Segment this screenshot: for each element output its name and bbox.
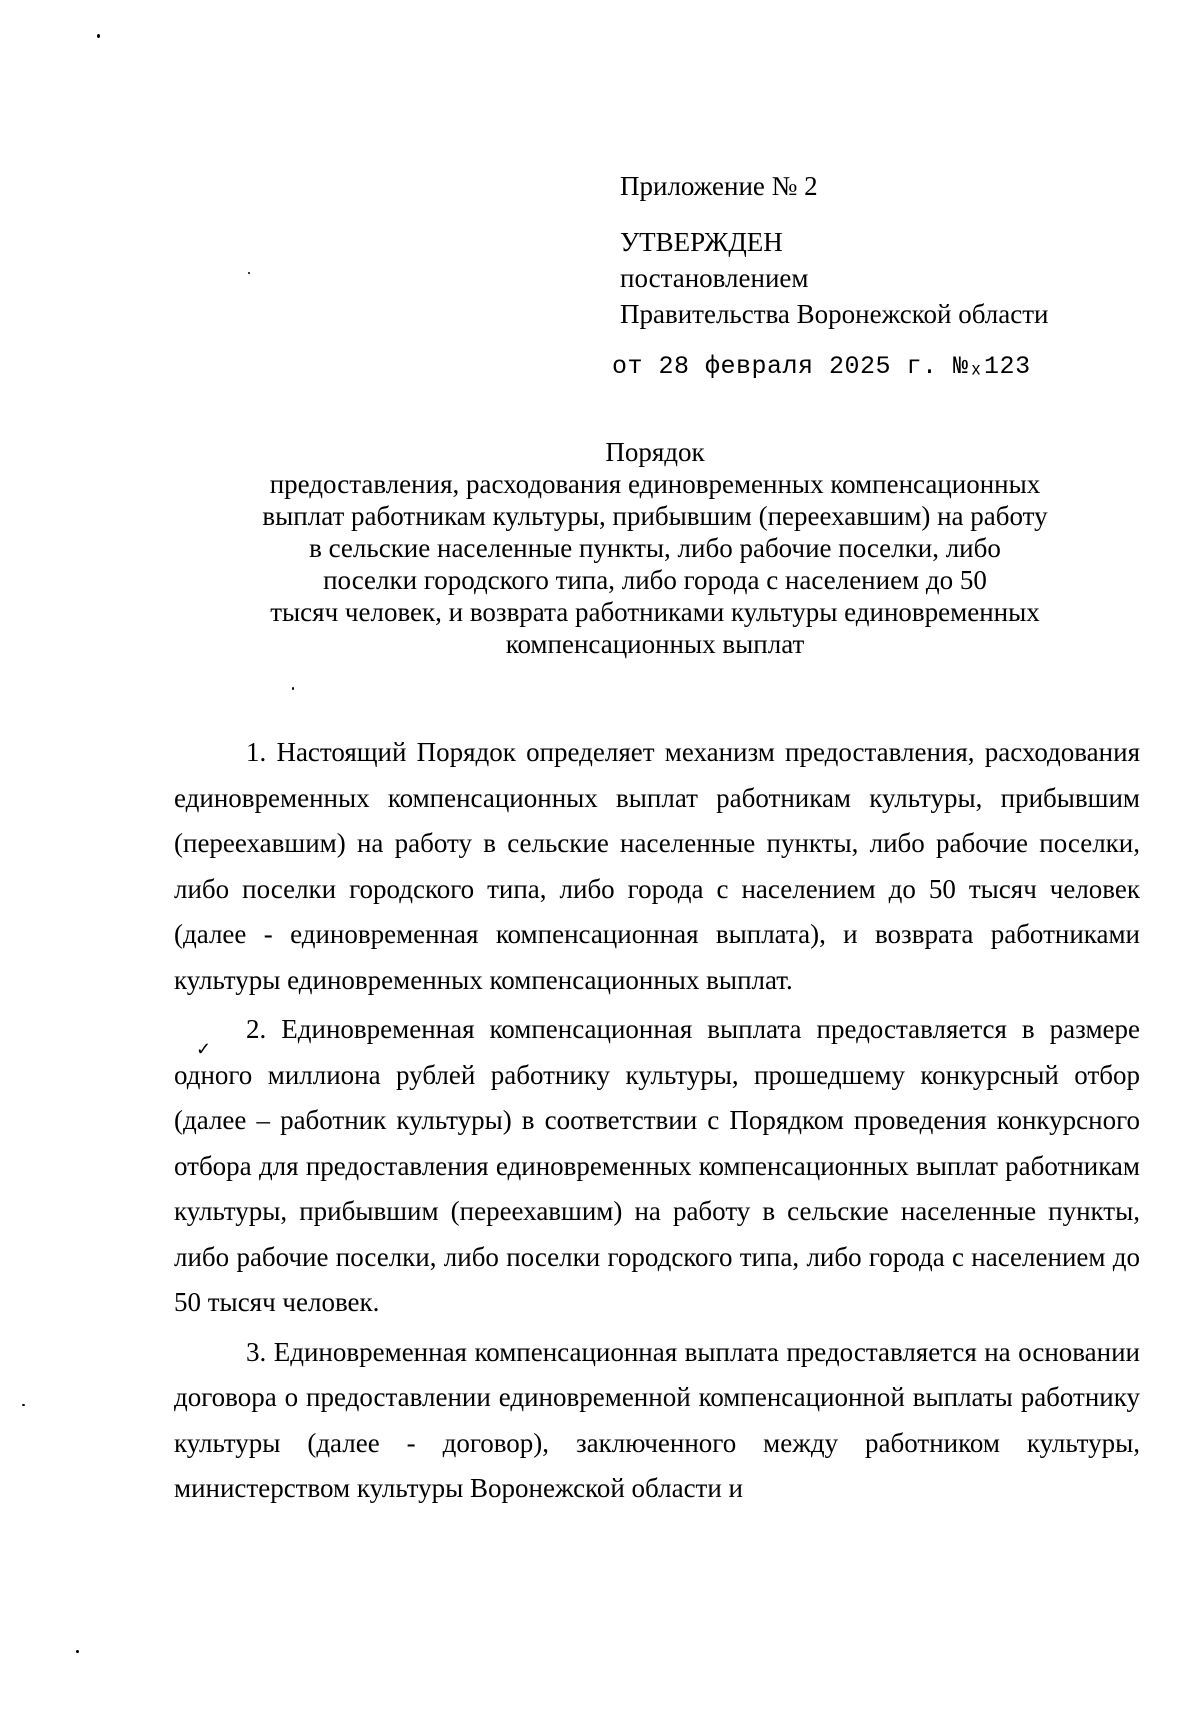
resolution-label: постановлением (620, 263, 809, 293)
date-number-stamp: от 28 февраля 2025 г. №ₓ123 (612, 352, 1031, 381)
paragraph-2: 2. Единовременная компенсационная выплата предоставляется в размере одного миллиона рублей работнику культуры, прошедшему конкурсный отбор (далее – работник культуры) в соответствии с Порядком проведения конкурсного отбора для предоставления единовременных компенсационных выплат работникам культуры, прибывшим (переехавшим) на работу в сельские населенные пункты, либо рабочие поселки, либо поселки городского типа, либо города с населением до 50 тысяч человек. (174, 1014, 1140, 1317)
title-line: поселки городского типа, либо города с населением до 50 (323, 565, 987, 595)
margin-check-mark: ✓ (196, 1039, 212, 1059)
title-line: компенсационных выплат (505, 629, 805, 659)
scan-speck (292, 687, 294, 690)
approval-block (612, 168, 1049, 385)
title-heading: Порядок (605, 437, 705, 467)
scan-speck (248, 272, 250, 274)
paragraph-1: 1. Настоящий Порядок определяет механизм предоставления, расходования единовременных компенсационных выплат работникам культуры, прибывшим (переехавшим) на работу в сельские населенные пункты, либо рабочие поселки, либо поселки городского типа, либо города с населением до 50 тысяч человек (далее - единовременная компенсационная выплата), и возврата работниками культуры единовременных компенсационных выплат. (174, 737, 1140, 995)
title-line: выплат работникам культуры, прибывшим (переехавшим) на работу (262, 501, 1048, 531)
scan-speck (76, 1650, 79, 1653)
title-line: в сельские населенные пункты, либо рабочие поселки, либо (309, 533, 1001, 563)
title-line: предоставления, расходования единовременных компенсационных (269, 469, 1041, 499)
scan-speck (22, 1404, 25, 1406)
document-body (174, 730, 1140, 1512)
appendix-label: Приложение № 2 (620, 171, 818, 201)
paragraph-3: 3. Единовременная компенсационная выплата предоставляется на основании договора о предоставлении единовременной компенсационной выплаты работнику культуры (далее - договор), заключенного между работником культуры, министерством культуры Воронежской области и (174, 1336, 1140, 1503)
document-title (170, 436, 1140, 660)
scan-speck (97, 34, 100, 38)
government-label: Правительства Воронежской области (620, 299, 1049, 329)
approved-label: УТВЕРЖДЕН (620, 227, 783, 257)
title-line: тысяч человек, и возврата работниками культуры единовременных (270, 597, 1040, 627)
